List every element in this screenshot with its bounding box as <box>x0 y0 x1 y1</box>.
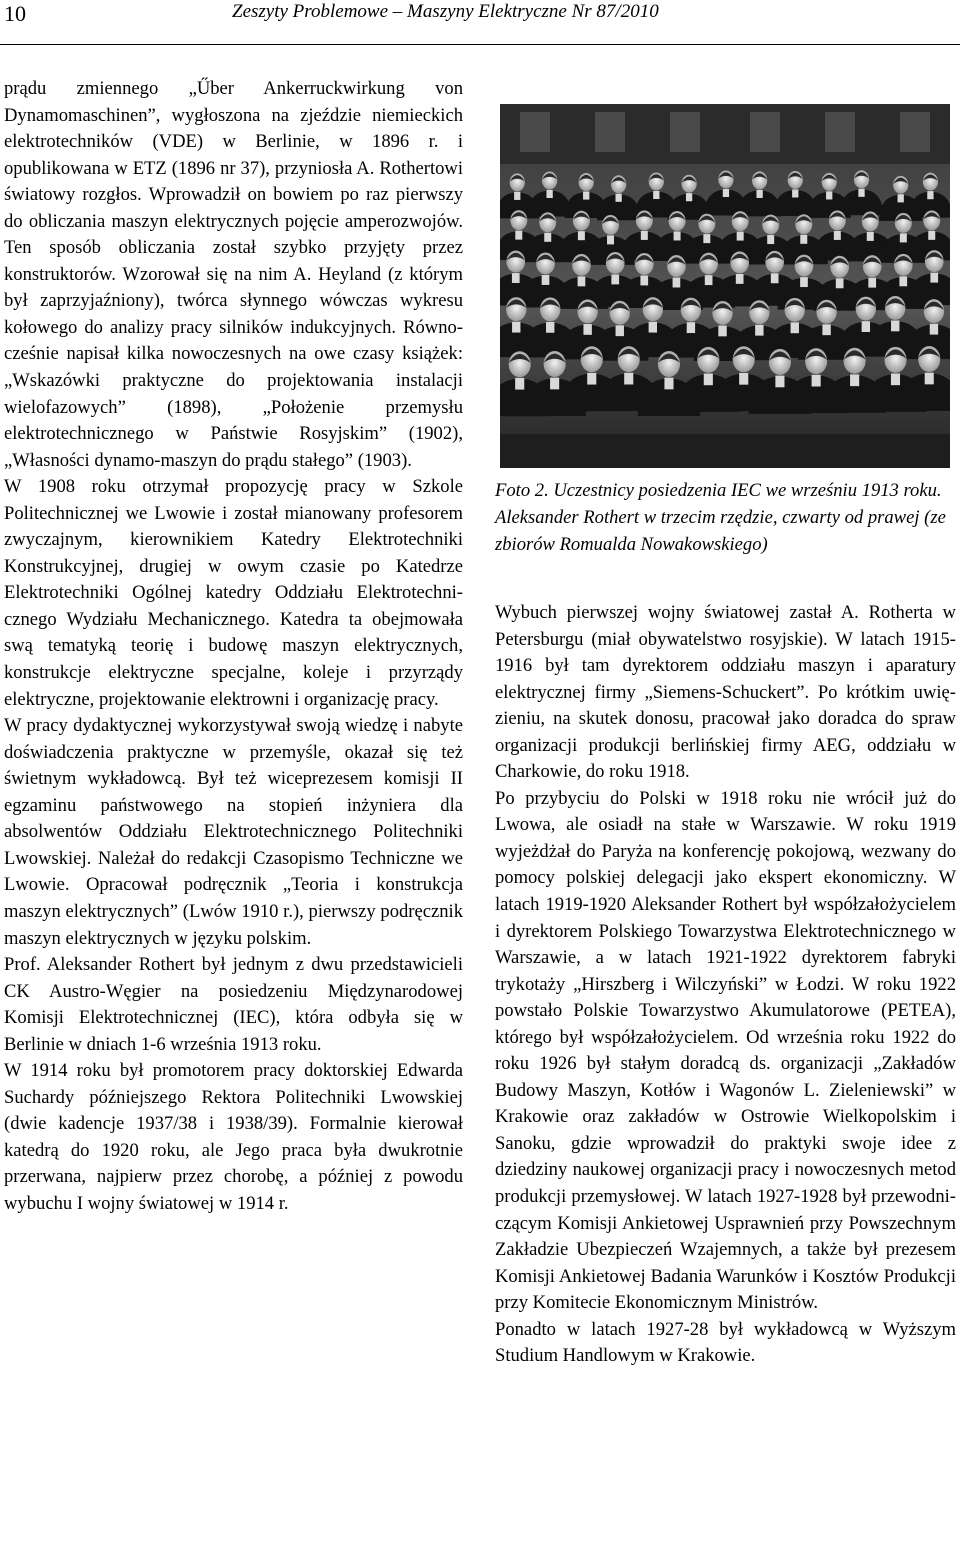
person-collar <box>704 374 713 386</box>
person-collar <box>756 190 762 198</box>
person-collar <box>930 324 938 335</box>
person-collar <box>624 373 633 385</box>
person-collar <box>640 276 648 286</box>
paragraph: prądu zmiennego „Űber Ankerruckwirkung von Dynamomaschinen”, wygłoszona na zjeździe niemieckich elektrotechników (VDE) w Berlinie, w 1896 r. i opublikowana w ETZ (1896 nr 37), przyniosła A. Rothertowi światowy rozgłos. Wprowadził on bowiem po raz pierwszy do obliczania maszyn elektrycznych pojęcie amperozwojów. Ten sposób obliczania został szybko przyjęty przez konstruktorów. Wzorował się na nim A. Heyland (z którym był zaprzyjaźniony), twórca słynnego wówczas wykresu kołowego do analizy pracy silników indukcyjnych. Równocześnie napisał kilka nowoczesnych na owe czasy książek: „Wskazówki praktyczne do projektowania instalacji wielofazowych” (1898), „Położenie przemysłu elektrotechnicznego w Państwie Rosyjskim” (1902), „Własności dynamo-maszyn do prądu stałego” (1903). <box>4 78 463 471</box>
person-collar <box>687 322 695 333</box>
person-collar <box>930 273 938 283</box>
person-collar <box>755 325 763 336</box>
person-collar <box>900 233 907 242</box>
person-collar <box>546 190 552 198</box>
figure-caption: Foto 2. Uczestnicy posiedzenia IEC we wrześniu 1913 roku. Aleksander Rothert w trzecim rzędzie, czwarty od prawej (ze zbiorów Romualda Nowakowskiego) <box>495 480 946 555</box>
person-collar <box>737 232 744 241</box>
person-collar <box>891 321 899 332</box>
person-collar <box>616 325 624 336</box>
group-photo <box>500 104 950 468</box>
person-collar <box>512 273 520 283</box>
person-collar <box>615 194 621 202</box>
person-collar <box>891 373 900 385</box>
person-collar <box>899 276 907 286</box>
person-collar <box>544 233 551 242</box>
person-collar <box>723 189 729 197</box>
person-collar <box>607 235 614 244</box>
person-collar <box>898 194 904 202</box>
page-number: 10 <box>4 1 26 26</box>
person-collar <box>653 191 659 199</box>
person-collar <box>578 276 586 286</box>
person-collar <box>928 231 935 240</box>
person-collar <box>673 278 681 288</box>
person-collar <box>718 326 726 337</box>
person-collar <box>826 191 832 199</box>
person-collar <box>587 373 596 385</box>
person-collar <box>834 231 841 240</box>
person-collar <box>674 231 681 240</box>
person-collar <box>858 189 864 197</box>
person-collar <box>578 231 585 240</box>
person-collar <box>703 234 710 243</box>
person-collar <box>800 277 808 287</box>
paragraph: W 1914 roku był promotorem pracy doktorskiej Edwarda Suchardy późniejszego Rektora Politechniki Lwowskiej (dwie kadencje 1937/38 i 1938/39). Formalnie kierował katedrą do 1920 roku, ale Jego praca była dwukrotnie przerwana, najpierw przez chorobę, a później z powodu wybuchu I wojny światowej w 1914 r. <box>4 1060 463 1214</box>
person-collar <box>550 378 559 390</box>
person-collar <box>736 274 744 284</box>
person-collar <box>514 192 520 200</box>
person-collar <box>775 376 784 388</box>
person-collar <box>862 321 870 332</box>
person-collar <box>791 322 799 333</box>
person-collar <box>800 235 807 244</box>
group-photo-image <box>500 104 950 468</box>
paragraph: Ponadto w latach 1927-28 był wykładowcą w Wyższym Studium Handlowym w Krakowie. <box>495 1318 956 1367</box>
person-collar <box>925 373 934 385</box>
person-collar <box>649 322 657 333</box>
person-collar <box>542 275 550 285</box>
person-collar <box>583 191 589 199</box>
person-collar <box>515 378 524 390</box>
person-collar <box>850 374 859 386</box>
paragraph: Wybuch pierwszej wojny światowej zastał A. Rotherta w Petersburgu (miał obywatelstwo rosyjskie). W latach 1915-1916 był tam dyrektorem oddziału maszyn i aparatury elektrycznej firmy „Siemens-Schuckert”. Po krótkim uwięzieniu, na skutek donosu, pracował jako doradca do spraw organizacji produkcji berlińskiej firmy AEG, oddziału w Charkowie, do roku 1918. <box>495 602 956 783</box>
person-collar <box>611 274 619 284</box>
person-collar <box>515 231 522 240</box>
right-column <box>495 600 956 1370</box>
header-rule <box>0 44 960 45</box>
person-collar <box>664 378 673 390</box>
person-collar <box>867 232 874 241</box>
paragraph: Prof. Aleksander Rothert był jednym z dwu przedstawicieli CK Austro-Węgier na posiedzeniu Międzynarodowej Komisji Elektrotechnicznej (IEC), która odbyła się w Berlinie w dniach 1-6 września 1913 roku. <box>4 954 463 1055</box>
person-collar <box>705 275 713 285</box>
person-collar <box>641 231 648 240</box>
paragraph: W pracy dydaktycznej wykorzystywał swoją wiedzę i nabyte doświadczenia praktyczne w przemyśle, okazał się też świetnym wykładowcą. Był też wiceprezesem komisji II egzaminu państwowego na stopień inżyniera dla absolwentów Oddziału Elektrotechnicznego Politechniki Lwowskiej. Należał do redakcji Czasopismo Techniczne we Lwowie. Opracował podręcznik „Teoria i konstrukcja maszyn elektrycznych” (Lwów 1910 r.), pierwszy podręcznik maszyn elektrycznych w języku polskim. <box>4 715 463 949</box>
person-collar <box>836 278 844 288</box>
person-collar <box>771 273 779 283</box>
paragraph: W 1908 roku otrzymał propozycję pracy w Szkole Politechnicznej we Lwowie i został mianowany profesorem zwyczajnym, kierownikiem Katedry Elektrotechniki Konstrukcyjnej, drugiej w owym czasie po Katedrze Elektrotechniki Ogólnej katedry Oddziału Elektrotechnicznego Wydziału Mechanicznego. Katedra ta obejmowała swą tematyką teorię i budowę maszyn elektrycznych, konstrukcje elektryczne specjalne, koleje i przyrządy elektryczne, projektowanie elektrowni i organizację pracy. <box>4 476 463 710</box>
person-collar <box>812 375 821 387</box>
paragraph: Po przybyciu do Polski w 1918 roku nie wrócił już do Lwowa, ale osiadł na stałe w Warszawie. W roku 1919 wyjeżdżał do Paryża na konferencję pokojową, wezwany do pomocy polskiej delegacji jako ekspert ekonomiczny. W latach 1919-1920 Aleksander Rothert był współzałożycielem i dyrektorem Polskiego Towarzystwa Elektrotechnicznego w Warszawie, a w latach 1921-1922 dyrektorem fabryki trykotaży „Hirszberg i Wilczyński” w Łodzi. W roku 1922 powstało Polskie Towarzystwo Akumulatorowe (PETEA), którego był współzałożycielem. Od września roku 1922 do roku 1926 był stałym doradcą ds. organizacji „Zakładów Budowy Maszyn, Kotłów i Wagonów L. Zieleniewski” w Krakowie oraz zakładów w Ostrowie Wielkopolskim i Sanoku, gdzie wprowadził do praktyki swoje idee z dziedziny naukowej organizacji pracy i nowoczesnych metod produkcji przemysłowej. W latach 1927-1928 był przewodniczącym Komisji Ankietowej Usprawnień przy Powszechnym Zakładzie Ubezpieczeń Wzajemnych, a także był prezesem Komisji Ankietowej Badania Warunków i Kosztów Produkcji przy Komitecie Ekonomicznym Ministrów. <box>495 787 956 1314</box>
person-collar <box>927 191 933 199</box>
running-title: Zeszyty Problemowe – Maszyny Elektryczne Nr 87/2010 <box>232 1 659 22</box>
person-collar <box>583 324 591 335</box>
person-collar <box>868 278 876 288</box>
person-collar <box>686 193 692 201</box>
person-collar <box>512 322 520 333</box>
page-header <box>0 0 960 62</box>
person-collar <box>739 373 748 385</box>
person-collar <box>767 235 774 244</box>
left-column <box>4 76 463 1218</box>
person-collar <box>792 189 798 197</box>
person-collar <box>546 322 554 333</box>
person-collar <box>822 324 830 335</box>
